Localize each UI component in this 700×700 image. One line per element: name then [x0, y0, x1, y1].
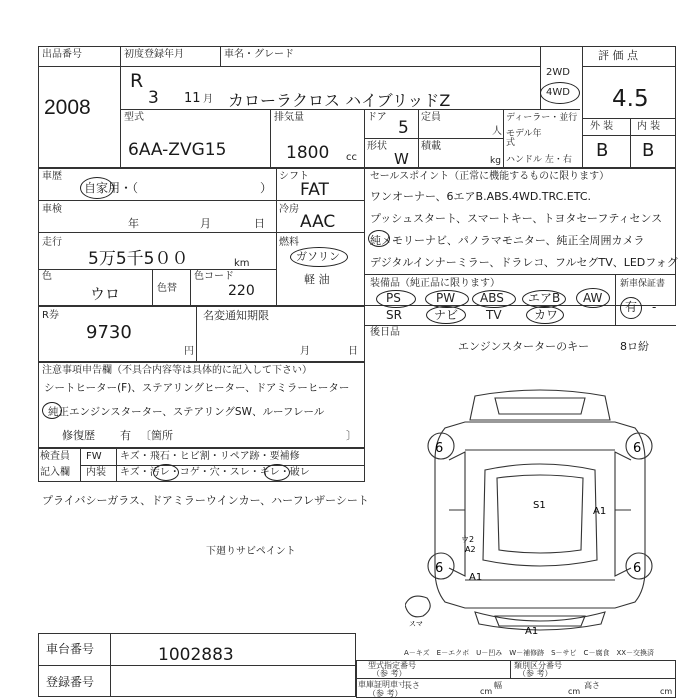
- color-label: 色: [42, 271, 52, 282]
- color-code-value: 220: [228, 283, 255, 299]
- transfer-label: 名変通知期限: [203, 309, 269, 322]
- tire-mark-1: 6: [435, 441, 444, 456]
- cert-length: 長さ: [404, 681, 420, 690]
- warranty-value: 有: [625, 300, 638, 314]
- lot-number: 2008: [44, 96, 91, 119]
- ac-label: 冷房: [279, 204, 299, 215]
- sales-points-label: セールスポイント（正常に機能するものに限ります）: [370, 171, 610, 182]
- cert-height: 高さ: [584, 681, 600, 690]
- mark-sumi: スマ: [409, 620, 423, 628]
- class-note: （参 考）: [518, 669, 553, 678]
- capacity-unit: 人: [492, 126, 502, 137]
- displacement-value: 1800: [286, 143, 330, 163]
- inspection-month: 月: [200, 217, 211, 230]
- warranty-label: 新車保証書: [620, 279, 666, 289]
- displacement-unit: cc: [346, 152, 357, 163]
- scuff-circle: [264, 464, 290, 481]
- type-designation-label: 型式指定番号: [368, 661, 416, 670]
- fuel-gas: ガソリン: [296, 250, 340, 263]
- mileage-value: 5万5千5００: [88, 249, 189, 269]
- equip-tv: TV: [486, 308, 502, 322]
- shape-label: 形状: [367, 141, 387, 152]
- exterior-label: 外 装: [590, 121, 614, 132]
- car-diagram: [405, 380, 675, 640]
- equip-airbag: エアB: [528, 291, 561, 305]
- mark-s1: S1: [533, 500, 546, 511]
- type-designation-note: （参 考）: [372, 669, 407, 678]
- recycle-unit: 円: [184, 346, 194, 357]
- grade-value: 4.5: [612, 86, 649, 112]
- inspector-hand-1: プライバシーガラス、ドアミラーウインカー、ハーフレザーシート: [42, 494, 369, 507]
- shape-value: W: [394, 150, 409, 168]
- first-reg-era: R: [130, 70, 144, 92]
- sales-line-1: ワンオーナー、6エアB.ABS.4WD.TRC.ETC.: [370, 190, 591, 203]
- mileage-label: 走行: [42, 237, 62, 248]
- equip-aw: AW: [583, 291, 603, 305]
- tire-mark-3: 6: [435, 561, 444, 576]
- inspection-label: 車検: [42, 204, 62, 215]
- int-items: キズ・汚レ・コゲ・穴・スレ・キレ・破レ: [120, 467, 310, 478]
- model-label: 型式: [124, 112, 144, 123]
- equip-leather: カワ: [534, 308, 559, 322]
- mark-a1-bottom: A1: [525, 626, 539, 637]
- fw-label: FW: [86, 451, 102, 462]
- drive-4wd: 4WD: [546, 87, 570, 98]
- displacement-label: 排気量: [274, 112, 304, 123]
- inspector-label-1: 検査員: [40, 451, 70, 462]
- cert-width-cm: cm: [568, 687, 581, 696]
- transfer-month: 月: [300, 346, 310, 357]
- handle-label: ハンドル 左・右: [506, 155, 572, 165]
- interior-label: 内 装: [637, 121, 661, 132]
- equipment-label: 装備品（純正品に限ります）: [370, 278, 500, 289]
- cert-note: （参 考）: [368, 689, 403, 698]
- cert-label: 車庫証明車寸: [358, 680, 406, 689]
- mark-a1-left: A1: [469, 572, 483, 583]
- ac-value: AAC: [300, 212, 336, 232]
- repair-close: 〕: [346, 429, 357, 442]
- registration-label: 登録番号: [46, 675, 95, 689]
- repair-label: 修復歴: [62, 429, 95, 442]
- inspector-label-2: 記入欄: [40, 467, 70, 478]
- notes-line-1: シートヒーター(F)、ステアリングヒーター、ドアミラーヒーター: [44, 382, 350, 394]
- color-value: ウロ: [90, 285, 121, 303]
- int-label: 内装: [86, 467, 106, 478]
- genuine-circle: [368, 230, 390, 247]
- history-value: 自家用・（: [84, 181, 139, 195]
- shift-label: シフト: [279, 171, 309, 182]
- first-reg-label: 初度登録年月: [124, 49, 184, 60]
- sales-line-4: デジタルインナーミラー、ドラレコ、フルセグTV、LEDフォグ: [370, 256, 678, 269]
- rear-items-value: エンジンスターターのキー: [458, 340, 590, 353]
- sales-line-2: プッシュスタート、スマートキー、トヨタセーフティセンス: [370, 212, 663, 225]
- inspection-day: 日: [254, 217, 265, 230]
- equip-sr: SR: [386, 308, 402, 322]
- mark-a1-right: A1: [593, 506, 607, 517]
- inspection-year: 年: [128, 217, 139, 230]
- sales-line-3: 純メモリーナビ、パノラマモニター、純正全周囲カメラ: [370, 234, 645, 247]
- dealer-label: ディーラー・並行: [506, 113, 578, 123]
- mileage-unit: km: [234, 258, 250, 269]
- equip-navi: ナビ: [434, 308, 459, 322]
- diagram-legend: A－キズ E－エクボ U－凹み W－補修跡 S－サビ C－腐食 XX－交換済: [404, 649, 655, 657]
- fuel-light: 軽 油: [304, 273, 330, 286]
- recycle-label: R券: [42, 310, 59, 321]
- equip-abs: ABS: [480, 291, 504, 305]
- history-label: 車歴: [42, 171, 62, 182]
- first-reg-year: 3: [148, 88, 159, 108]
- recycle-value: 9730: [86, 322, 132, 343]
- inspector-hand-2: 下廻りサビペイント: [206, 546, 296, 557]
- car-name: カローラクロス ハイブリッドZ: [228, 91, 451, 110]
- notes-line-2: 純正エンジンスターター、ステアリングSW、ルーフレール: [48, 406, 325, 418]
- notes-label: 注意事項申告欄（不具合内容等は具体的に記入して下さい）: [42, 365, 312, 376]
- chassis-label: 車台番号: [46, 642, 95, 656]
- model-year-label: モデル年式: [506, 129, 542, 148]
- doors-label: ドア: [367, 112, 387, 123]
- car-name-label: 車名・グレード: [224, 49, 294, 60]
- mark-u2: ウ2: [461, 535, 475, 544]
- cert-length-cm: cm: [480, 687, 493, 696]
- equip-pw: PW: [436, 291, 456, 305]
- grade-label: 評 価 点: [598, 49, 638, 62]
- color-change-label: 色替: [157, 283, 177, 294]
- load-unit: kg: [490, 156, 501, 166]
- mark-a2: A2: [465, 545, 476, 554]
- interior-value: B: [642, 140, 655, 161]
- color-code-label: 色コード: [194, 271, 234, 282]
- model-value: 6AA-ZVG15: [128, 140, 227, 160]
- repair-yes: 有: [120, 429, 131, 442]
- history-close: ）: [260, 181, 273, 195]
- stain-circle: [153, 464, 179, 481]
- rear-items-note: 8ロ紛: [620, 340, 649, 353]
- exterior-value: B: [596, 140, 609, 161]
- chassis-value: 1002883: [158, 645, 234, 665]
- load-label: 積載: [421, 141, 441, 152]
- transfer-day: 日: [348, 346, 358, 357]
- cert-width: 幅: [494, 681, 502, 690]
- fw-items: キズ・飛石・ヒビ割・リペア跡・要補修: [120, 451, 300, 462]
- tire-mark-4: 6: [633, 561, 642, 576]
- class-label: 類別区分番号: [514, 661, 562, 670]
- sales-points: [370, 186, 678, 274]
- cert-height-cm: cm: [660, 687, 673, 696]
- shift-value: FAT: [300, 180, 329, 200]
- fuel-label: 燃料: [279, 237, 299, 248]
- first-reg-month: 11: [184, 91, 201, 106]
- tire-mark-2: 6: [633, 441, 642, 456]
- rear-items-label: 後日品: [370, 327, 400, 338]
- drive-2wd: 2WD: [546, 67, 570, 78]
- doors-value: 5: [398, 118, 409, 138]
- capacity-label: 定員: [421, 112, 441, 123]
- month-unit: 月: [203, 94, 213, 105]
- lot-label: 出品番号: [42, 49, 82, 60]
- equip-ps: PS: [386, 291, 401, 305]
- warranty-dash: -: [652, 300, 657, 314]
- repair-bracket: 〔箇所: [140, 429, 173, 442]
